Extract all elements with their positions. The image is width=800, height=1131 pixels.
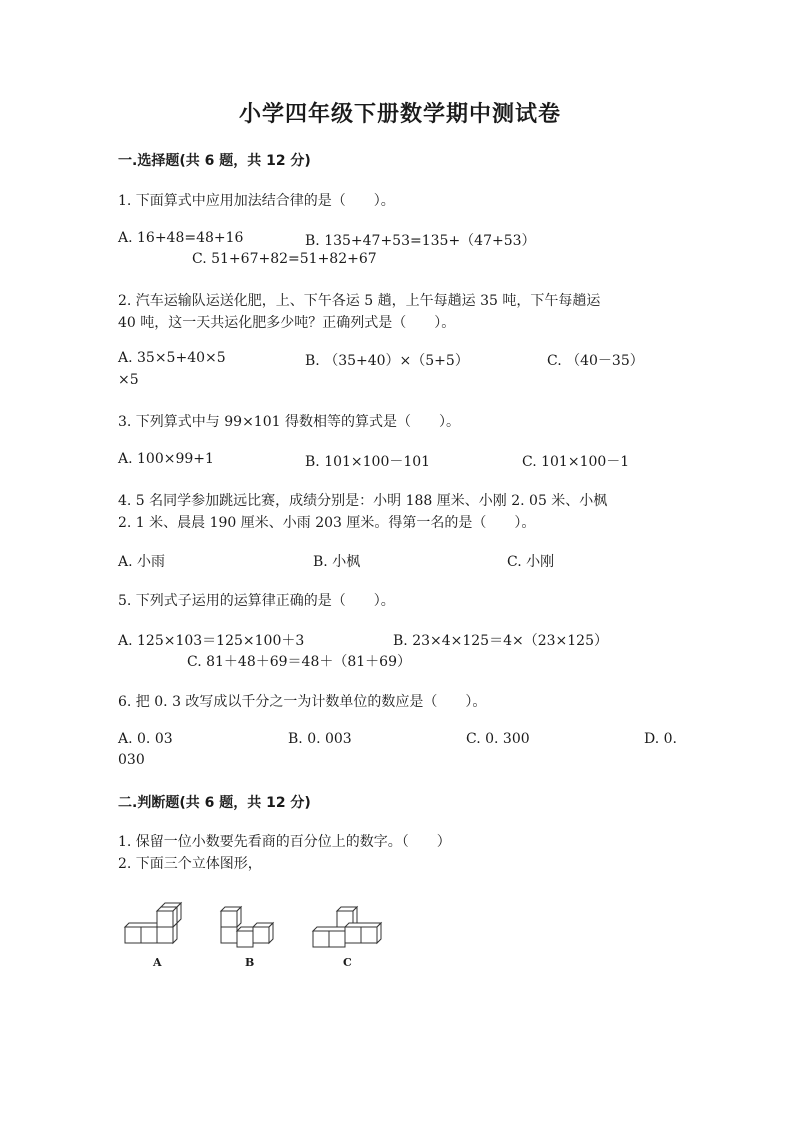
page-title: 小学四年级下册数学期中测试卷 bbox=[238, 101, 561, 127]
question-1-option-c: C. 51+67+82=51+82+67 bbox=[192, 251, 377, 267]
question-6-text: 6. 把 0. 3 改写成以千分之一为计数单位的数应是（ ）。 bbox=[118, 694, 487, 710]
question-5-text: 5. 下列式子运用的运算律正确的是（ ）。 bbox=[118, 593, 395, 609]
question-5-option-c: C. 81＋48＋69＝48＋（81＋69） bbox=[187, 654, 411, 670]
judgement-question-2: 2. 下面三个立体图形， bbox=[118, 856, 262, 872]
figure-label-b: B bbox=[245, 956, 255, 969]
question-6-option-d: D. 0. bbox=[644, 731, 677, 747]
question-5-option-a: A. 125×103＝125×100＋3 bbox=[118, 633, 305, 649]
question-4-line-2: 2. 1 米、晨晨 190 厘米、小雨 203 厘米。得第一名的是（ ）。 bbox=[118, 515, 536, 531]
figure-c-cubes bbox=[313, 907, 381, 947]
question-4-line-1: 4. 5 名同学参加跳远比赛，成绩分别是：小明 188 厘米、小刚 2. 05 米、小枫 bbox=[118, 493, 608, 509]
question-1-option-a: A. 16+48=48+16 bbox=[118, 230, 244, 246]
question-3-option-b: B. 101×100－101 bbox=[305, 454, 431, 470]
question-6-option-d-continued: 030 bbox=[118, 752, 145, 768]
cube-figures bbox=[115, 895, 395, 955]
question-4-option-b: B. 小枫 bbox=[313, 554, 361, 570]
question-1-text: 1. 下面算式中应用加法结合律的是（ ）。 bbox=[118, 193, 395, 209]
question-5-option-b: B. 23×4×125＝4×（23×125） bbox=[393, 633, 608, 649]
question-6-option-a: A. 0. 03 bbox=[118, 731, 173, 747]
question-2-line-2: 40 吨，这一天共运化肥多少吨？正确列式是（ ）。 bbox=[118, 315, 456, 331]
section-heading-choice: 一.选择题(共 6 题，共 12 分) bbox=[118, 153, 311, 169]
figure-b-cubes bbox=[221, 907, 273, 947]
figure-label-a: A bbox=[153, 956, 162, 969]
question-3-option-a: A. 100×99+1 bbox=[118, 451, 214, 467]
question-2-line-1: 2. 汽车运输队运送化肥，上、下午各运 5 趟，上午每趟运 35 吨，下午每趟运 bbox=[118, 293, 601, 309]
question-6-option-b: B. 0. 003 bbox=[288, 731, 352, 747]
question-4-option-a: A. 小雨 bbox=[118, 554, 166, 570]
question-2-option-b: B. （35+40）×（5+5） bbox=[305, 353, 469, 369]
question-2-option-c: C. （40－35） bbox=[547, 353, 644, 369]
question-4-option-c: C. 小刚 bbox=[507, 554, 555, 570]
question-3-option-c: C. 101×100－1 bbox=[522, 454, 630, 470]
judgement-question-1: 1. 保留一位小数要先看商的百分位上的数字。（ ） bbox=[118, 834, 451, 850]
section-heading-judgement: 二.判断题(共 6 题，共 12 分) bbox=[118, 795, 311, 811]
figure-label-c: C bbox=[343, 956, 352, 969]
question-6-option-c: C. 0. 300 bbox=[466, 731, 530, 747]
figure-a-cubes bbox=[125, 903, 181, 943]
question-2-option-c-continued: ×5 bbox=[118, 372, 139, 388]
question-2-option-a: A. 35×5+40×5 bbox=[118, 350, 226, 366]
question-3-text: 3. 下列算式中与 99×101 得数相等的算式是（ ）。 bbox=[118, 414, 460, 430]
question-1-option-b: B. 135+47+53=135+（47+53） bbox=[305, 233, 536, 249]
